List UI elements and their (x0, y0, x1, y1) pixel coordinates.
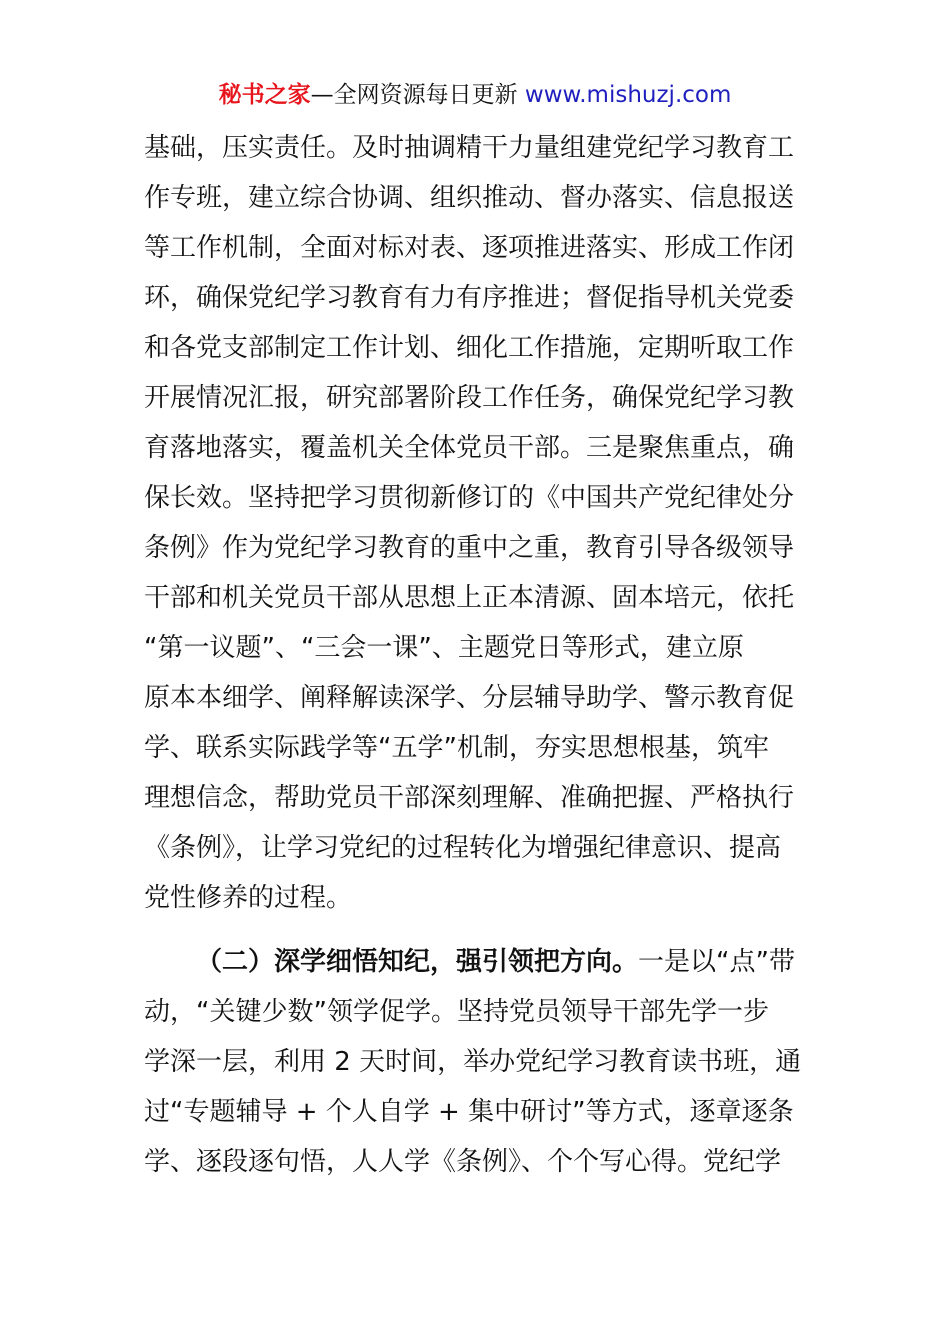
paragraph-2 (144, 937, 814, 1187)
text-line (144, 937, 814, 987)
site-header (0, 80, 950, 110)
text-line: 干部和机关党员干部从思想上正本清源、固本培元，依托 (144, 583, 795, 613)
text-line: “第一议题”、“三会一课”、主题党日等形式，建立原 (144, 633, 744, 663)
text-line: 和各党支部制定工作计划、细化工作措施，定期听取工作 (144, 333, 795, 363)
site-url-link[interactable]: www.mishuzj.com (524, 82, 732, 108)
text-line: 学深一层，利用 2 天时间，举办党纪学习教育读书班，通 (144, 1047, 802, 1077)
text-line: 条例》作为党纪学习教育的重中之重，教育引导各级领导 (144, 533, 795, 563)
text-line: 党性修养的过程。 (144, 883, 353, 913)
site-brand: 秘书之家 (218, 82, 311, 108)
text-line: 学、联系实际践学等“五学”机制，夯实思想根基，筑牢 (144, 733, 769, 763)
text-line: 动，“关键少数”领学促学。坚持党员领导干部先学一步 (144, 997, 769, 1027)
text-line: 过“专题辅导 + 个人自学 + 集中研讨”等方式，逐章逐条 (144, 1097, 794, 1127)
text-line: 《条例》，让学习党纪的过程转化为增强纪律意识、提高 (144, 833, 782, 863)
text-line: 开展情况汇报，研究部署阶段工作任务，确保党纪学习教 (144, 383, 795, 413)
text-line: 学、逐段逐句悟，人人学《条例》、个个写心得。党纪学 (144, 1147, 782, 1177)
text-line: 理想信念，帮助党员干部深刻理解、准确把握、严格执行 (144, 783, 795, 813)
text-line: 等工作机制，全面对标对表、逐项推进落实、形成工作闭 (144, 233, 795, 263)
paragraph-spacer (144, 923, 814, 937)
text-line: 环，确保党纪学习教育有力有序推进；督促指导机关党委 (144, 283, 795, 313)
text-line: 保长效。坚持把学习贯彻新修订的《中国共产党纪律处分 (144, 483, 795, 513)
section-heading: （二）深学细悟知纪，强引领把方向。 (196, 947, 639, 977)
text-line: 原本本细学、阐释解读深学、分层辅导助学、警示教育促 (144, 683, 795, 713)
text-run: 一是以“点”带 (638, 947, 795, 977)
text-line: 育落地落实，覆盖机关全体党员干部。三是聚焦重点，确 (144, 433, 795, 463)
text-line: 作专班，建立综合协调、组织推动、督办落实、信息报送 (144, 183, 795, 213)
document-body (144, 123, 814, 1187)
paragraph-1 (144, 123, 814, 923)
site-tagline: —全网资源每日更新 (310, 82, 518, 108)
text-line: 基础，压实责任。及时抽调精干力量组建党纪学习教育工 (144, 133, 795, 163)
